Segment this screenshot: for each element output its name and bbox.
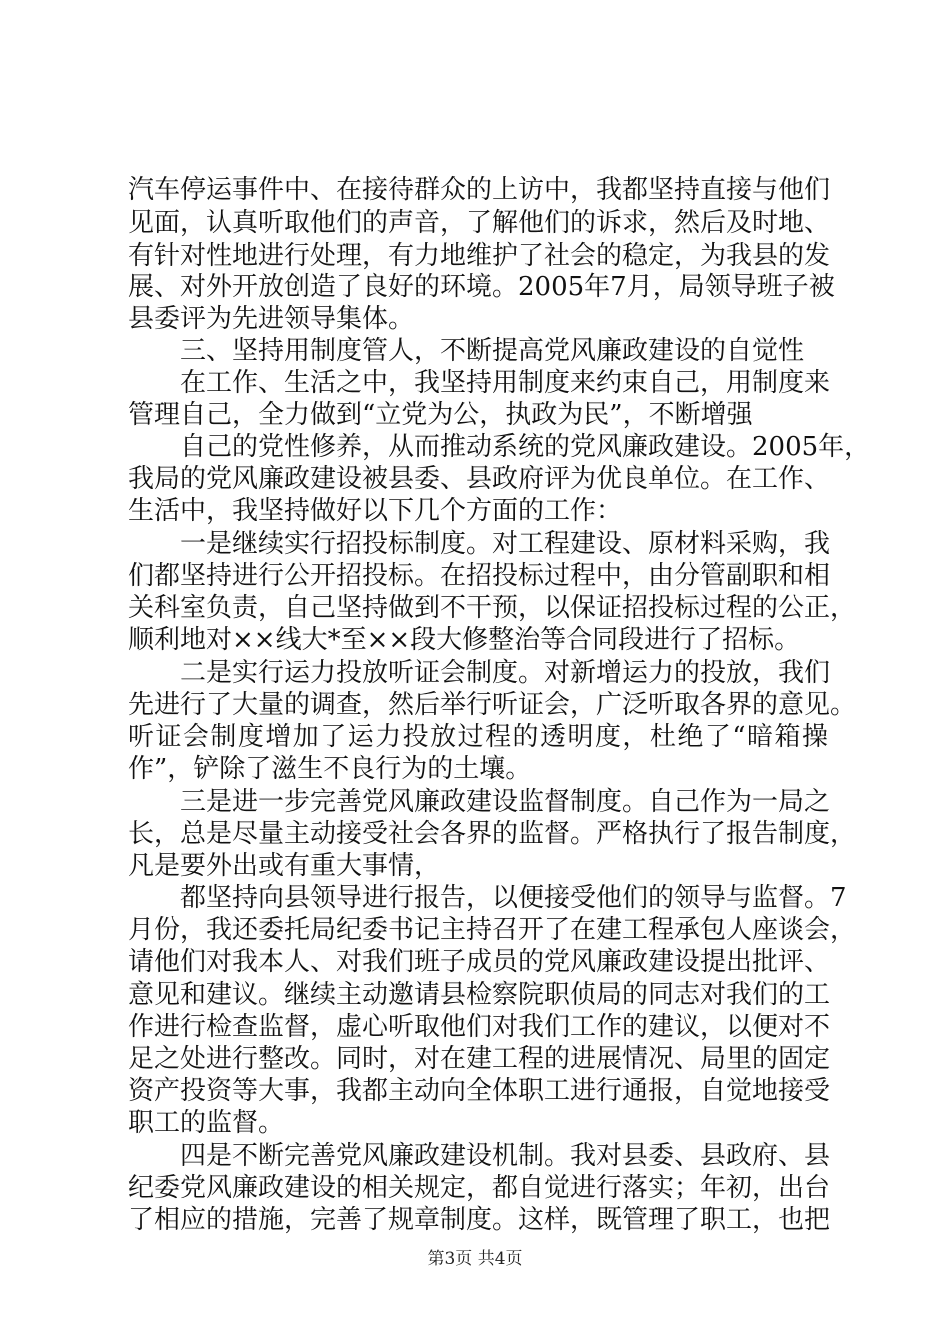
text-line: 都坚持向县领导进行报告，以便接受他们的领导与监督。7 — [128, 883, 847, 913]
text-line: 生活中，我坚持做好以下几个方面的工作： — [128, 496, 623, 526]
text-line: 二是实行运力投放听证会制度。对新增运力的投放，我们 — [128, 658, 831, 688]
text-line: 我局的党风廉政建设被县委、县政府评为优良单位。在工作、 — [128, 464, 831, 494]
text-line: 长，总是尽量主动接受社会各界的监督。严格执行了报告制度， — [128, 819, 857, 849]
text-line: 管理自己，全力做到“立党为公，执政为民”，不断增强 — [128, 400, 753, 430]
text-line: 在工作、生活之中，我坚持用制度来约束自己，用制度来 — [128, 368, 831, 398]
text-line: 顺利地对××线大*至××段大修整治等合同段进行了招标。 — [128, 625, 801, 655]
text-line: 三、坚持用制度管人，不断提高党风廉政建设的自觉性 — [128, 336, 805, 366]
text-line: 作进行检查监督，虚心听取他们对我们工作的建议，以便对不 — [128, 1012, 831, 1042]
text-line: 凡是要外出或有重大事情， — [128, 851, 441, 881]
text-line: 汽车停运事件中、在接待群众的上访中，我都坚持直接与他们 — [128, 175, 831, 205]
page-footer: 第3页 共4页 — [427, 1249, 523, 1269]
text-line: 资产投资等大事，我都主动向全体职工进行通报，自觉地接受 — [128, 1076, 831, 1106]
text-line: 意见和建议。继续主动邀请县检察院职侦局的同志对我们的工 — [128, 980, 831, 1010]
text-line: 纪委党风廉政建设的相关规定，都自觉进行落实；年初，出台 — [128, 1173, 831, 1203]
text-line: 先进行了大量的调查，然后举行听证会，广泛听取各界的意见。 — [128, 690, 857, 720]
text-line: 作”，铲除了滋生不良行为的土壤。 — [128, 754, 532, 784]
text-line: 自己的党性修养，从而推动系统的党风廉政建设。2005年， — [128, 432, 871, 462]
text-line: 县委评为先进领导集体。 — [128, 304, 415, 334]
text-line: 听证会制度增加了运力投放过程的透明度，杜绝了“暗箱操 — [128, 722, 828, 752]
text-line: 有针对性地进行处理，有力地维护了社会的稳定，为我县的发 — [128, 241, 831, 271]
text-line: 月份，我还委托局纪委书记主持召开了在建工程承包人座谈会， — [128, 915, 857, 945]
text-line: 三是进一步完善党风廉政建设监督制度。自己作为一局之 — [128, 787, 831, 817]
text-line: 职工的监督。 — [128, 1108, 285, 1138]
text-line: 关科室负责，自己坚持做到不干预，以保证招投标过程的公正， — [128, 593, 857, 623]
text-line: 们都坚持进行公开招投标。在招投标过程中，由分管副职和相 — [128, 561, 831, 591]
text-line: 足之处进行整改。同时，对在建工程的进展情况、局里的固定 — [128, 1044, 831, 1074]
text-line: 见面，认真听取他们的声音，了解他们的诉求，然后及时地、 — [128, 208, 831, 238]
text-line: 四是不断完善党风廉政建设机制。我对县委、县政府、县 — [128, 1141, 831, 1171]
text-line: 请他们对我本人、对我们班子成员的党风廉政建设提出批评、 — [128, 947, 831, 977]
text-line: 一是继续实行招投标制度。对工程建设、原材料采购，我 — [128, 529, 831, 559]
text-line: 展、对外开放创造了良好的环境。2005年7月，局领导班子被 — [128, 272, 835, 302]
text-line: 了相应的措施，完善了规章制度。这样，既管理了职工，也把 — [128, 1205, 831, 1235]
